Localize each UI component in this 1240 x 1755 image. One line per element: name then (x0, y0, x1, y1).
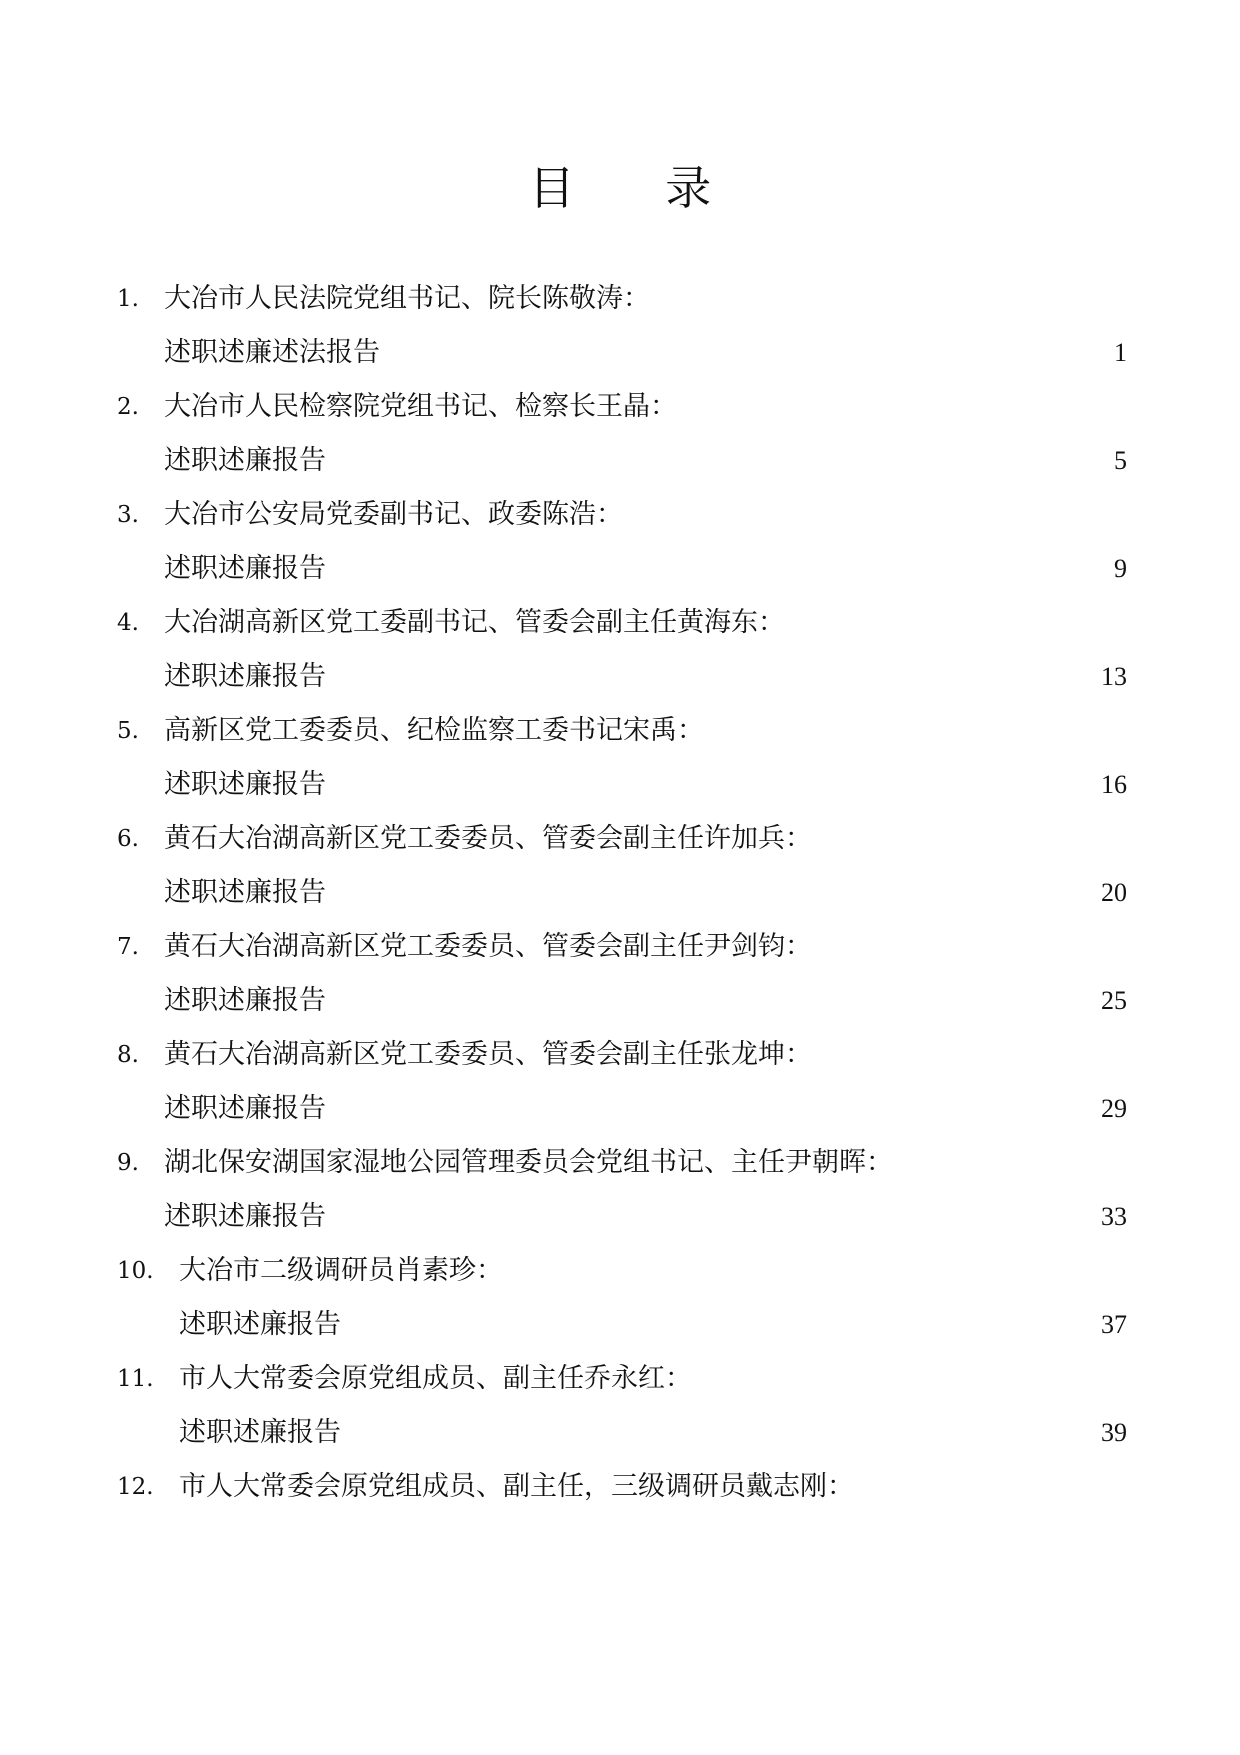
toc-subtitle-line[interactable] (117, 326, 1127, 380)
toc-entry (117, 1136, 1127, 1244)
page-title: 目 录 (528, 161, 750, 215)
toc-page-number: 9 (1114, 554, 1127, 583)
toc-subtitle-line[interactable] (117, 866, 1127, 920)
toc-title-line[interactable] (117, 1460, 1127, 1514)
toc-entry-title: 市人大常委会原党组成员、副主任乔永红： (179, 1363, 692, 1394)
toc-title-line[interactable] (117, 704, 1127, 758)
toc-title-line[interactable] (117, 380, 1127, 434)
toc-subtitle-line[interactable] (117, 758, 1127, 812)
toc-title-line[interactable] (117, 596, 1127, 650)
toc-subtitle-line[interactable] (117, 974, 1127, 1028)
toc-entry (117, 812, 1127, 920)
toc-subtitle-line[interactable] (117, 1406, 1127, 1460)
toc-entry-number: 4. (117, 610, 139, 636)
toc-entry-title: 高新区党工委委员、纪检监察工委书记宋禹： (164, 715, 704, 746)
toc-subtitle-line[interactable] (117, 650, 1127, 704)
toc-entry (117, 1460, 1127, 1514)
toc-title-line[interactable] (117, 1136, 1127, 1190)
toc-entry-title: 黄石大冶湖高新区党工委委员、管委会副主任尹剑钧： (164, 931, 812, 962)
toc-entry-subtitle: 述职述廉报告 (164, 769, 326, 800)
toc-entry-number: 3. (117, 502, 139, 528)
toc-entry-number: 6. (117, 826, 139, 852)
toc-entry (117, 1244, 1127, 1352)
toc-title-line[interactable] (117, 1244, 1127, 1298)
toc-entry-number: 11. (117, 1366, 154, 1392)
toc-subtitle-line[interactable] (117, 1190, 1127, 1244)
toc-entry-subtitle: 述职述廉报告 (164, 445, 326, 476)
toc-page-number: 33 (1101, 1202, 1127, 1231)
toc-page-number: 5 (1114, 446, 1127, 475)
toc-subtitle-line[interactable] (117, 1298, 1127, 1352)
toc-title-line[interactable] (117, 1352, 1127, 1406)
toc-page-number: 25 (1101, 986, 1127, 1015)
toc-entry (117, 920, 1127, 1028)
toc-subtitle-line[interactable] (117, 542, 1127, 596)
toc-entry-number: 5. (117, 718, 139, 744)
toc-entry-title: 大冶市公安局党委副书记、政委陈浩： (164, 499, 623, 530)
toc-entry-subtitle: 述职述廉报告 (164, 877, 326, 908)
toc-entry-title: 大冶湖高新区党工委副书记、管委会副主任黄海东： (164, 607, 785, 638)
toc-entry-subtitle: 述职述廉报告 (179, 1309, 341, 1340)
toc-entry-title: 大冶市人民法院党组书记、院长陈敬涛： (164, 283, 650, 314)
toc-subtitle-line[interactable] (117, 434, 1127, 488)
toc-title-line[interactable] (117, 272, 1127, 326)
toc-entry (117, 380, 1127, 488)
toc-entry-number: 7. (117, 934, 139, 960)
toc-page-number: 16 (1101, 770, 1127, 799)
toc-entry (117, 1352, 1127, 1460)
toc-entry-title: 黄石大冶湖高新区党工委委员、管委会副主任许加兵： (164, 823, 812, 854)
toc-entry-subtitle: 述职述廉报告 (164, 1093, 326, 1124)
toc-title-line[interactable] (117, 812, 1127, 866)
toc-entry-number: 9. (117, 1150, 139, 1176)
toc-entry-number: 12. (117, 1474, 154, 1500)
table-of-contents (117, 272, 1127, 1514)
toc-entry (117, 272, 1127, 380)
toc-entry-title: 湖北保安湖国家湿地公园管理委员会党组书记、主任尹朝晖： (164, 1147, 893, 1178)
toc-entry-title: 市人大常委会原党组成员、副主任，三级调研员戴志刚： (179, 1471, 854, 1502)
toc-entry-subtitle: 述职述廉报告 (164, 1201, 326, 1232)
toc-subtitle-line[interactable] (117, 1082, 1127, 1136)
toc-entry (117, 704, 1127, 812)
toc-page-number: 13 (1101, 662, 1127, 691)
toc-entry-subtitle: 述职述廉报告 (164, 553, 326, 584)
toc-page-number: 29 (1101, 1094, 1127, 1123)
toc-page-number: 39 (1101, 1418, 1127, 1447)
toc-page-number: 1 (1114, 338, 1127, 367)
toc-entry (117, 1028, 1127, 1136)
toc-title-line[interactable] (117, 920, 1127, 974)
toc-entry-subtitle: 述职述廉报告 (164, 985, 326, 1016)
toc-entry (117, 488, 1127, 596)
toc-entry-number: 1. (117, 286, 139, 312)
toc-title-line[interactable] (117, 1028, 1127, 1082)
toc-entry-subtitle: 述职述廉述法报告 (164, 337, 380, 368)
toc-entry-number: 2. (117, 394, 139, 420)
toc-page-number: 37 (1101, 1310, 1127, 1339)
toc-title-line[interactable] (117, 488, 1127, 542)
toc-page-number: 20 (1101, 878, 1127, 907)
toc-entry-number: 8. (117, 1042, 139, 1068)
toc-entry-subtitle: 述职述廉报告 (164, 661, 326, 692)
toc-entry (117, 596, 1127, 704)
toc-entry-number: 10. (117, 1258, 154, 1284)
toc-entry-subtitle: 述职述廉报告 (179, 1417, 341, 1448)
toc-entry-title: 大冶市二级调研员肖素珍： (179, 1255, 503, 1286)
toc-entry-title: 大冶市人民检察院党组书记、检察长王晶： (164, 391, 677, 422)
toc-entry-title: 黄石大冶湖高新区党工委委员、管委会副主任张龙坤： (164, 1039, 812, 1070)
